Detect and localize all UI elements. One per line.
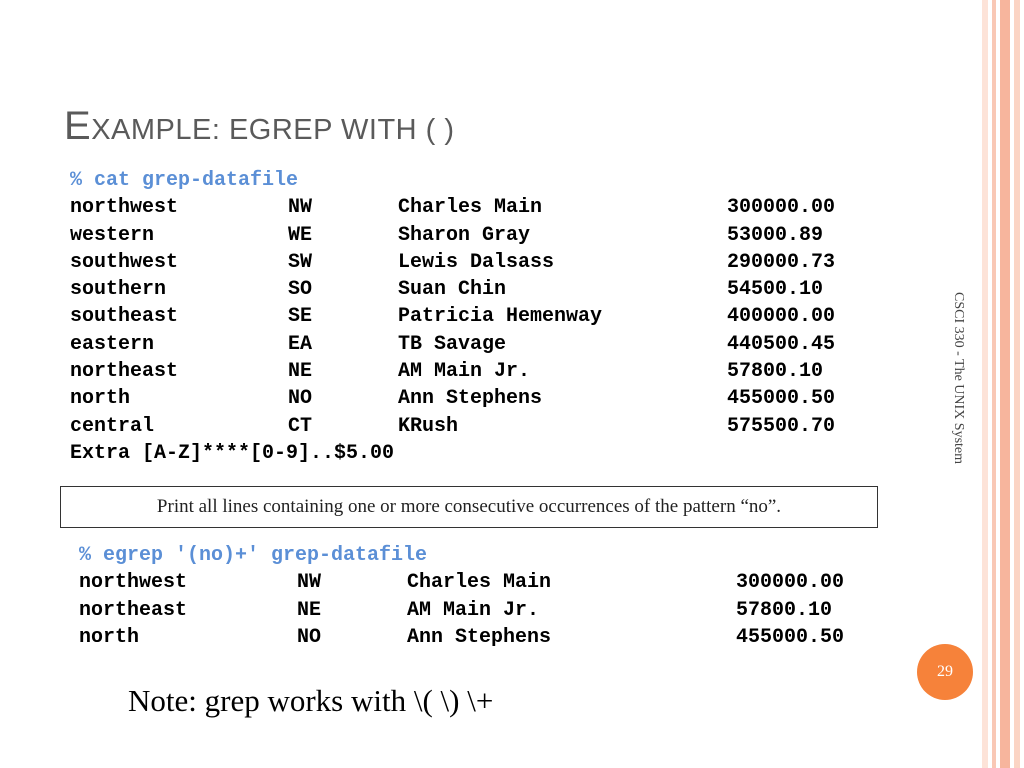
cell-code: NE [288, 360, 313, 384]
cell-name: AM Main Jr. [407, 598, 540, 622]
cell-region: central [70, 414, 155, 438]
cell-name: Ann Stephens [407, 625, 552, 649]
cell-code: NO [288, 387, 313, 411]
cell-name: Lewis Dalsass [398, 250, 555, 274]
cell-amount: 300000.00 [727, 196, 836, 220]
cell-amount: 54500.10 [727, 278, 824, 302]
cell-region: northwest [79, 571, 188, 595]
cell-region: southeast [70, 305, 179, 329]
cell-name: AM Main Jr. [398, 360, 531, 384]
cell-amount: 53000.89 [727, 223, 824, 247]
slide-title [64, 104, 455, 149]
cell-code: NW [288, 196, 313, 220]
cat-command: % cat grep-datafile [70, 169, 299, 192]
cell-amount: 57800.10 [736, 598, 833, 622]
cell-name: KRush [398, 414, 459, 438]
cell-code: NO [297, 625, 322, 649]
title-rest: XAMPLE: EGREP WITH ( ) [91, 114, 455, 146]
egrep-command: % egrep '(no)+' grep-datafile [79, 544, 428, 567]
cell-region: northeast [79, 598, 188, 622]
cell-name: Patricia Hemenway [398, 305, 603, 329]
cell-amount: 455000.50 [736, 625, 845, 649]
cell-amount: 440500.45 [727, 332, 836, 356]
cell-code: WE [288, 223, 313, 247]
description-box [60, 486, 878, 528]
cell-region: northeast [70, 360, 179, 384]
page-number: 29 [937, 663, 953, 680]
decorative-stripes [982, 0, 1024, 768]
cell-region: north [70, 387, 131, 411]
cell-name: Charles Main [398, 196, 543, 220]
cell-amount: 455000.50 [727, 387, 836, 411]
cell-region: eastern [70, 332, 155, 356]
cell-amount: 400000.00 [727, 305, 836, 329]
cell-region: north [79, 625, 140, 649]
cell-amount: 290000.73 [727, 250, 836, 274]
cell-code: NW [297, 571, 322, 595]
description-text: Print all lines containing one or more consecutive occurrences of the pattern “no”. [156, 496, 782, 517]
cell-region: western [70, 223, 155, 247]
cell-name: Charles Main [407, 571, 552, 595]
cell-code: SW [288, 250, 313, 274]
course-label: CSCI 330 - The UNIX System [951, 291, 966, 465]
cell-name: Suan Chin [398, 278, 507, 302]
page-number-badge [917, 644, 973, 700]
cell-code: SO [288, 278, 313, 302]
cell-name: Ann Stephens [398, 387, 543, 411]
cell-code: CT [288, 414, 313, 438]
extra-line: Extra [A-Z]****[0-9]..$5.00 [70, 441, 395, 465]
cell-name: TB Savage [398, 332, 507, 356]
cell-region: northwest [70, 196, 179, 220]
cell-region: southwest [70, 250, 179, 274]
cell-name: Sharon Gray [398, 223, 531, 247]
cell-amount: 575500.70 [727, 414, 836, 438]
cell-region: southern [70, 278, 167, 302]
cell-code: EA [288, 332, 313, 356]
cell-code: NE [297, 598, 322, 622]
title-initial: E [64, 104, 92, 148]
cell-amount: 300000.00 [736, 571, 845, 595]
cell-amount: 57800.10 [727, 360, 824, 384]
cell-code: SE [288, 305, 313, 329]
note-text: Note: grep works with \( \) \+ [128, 683, 494, 718]
